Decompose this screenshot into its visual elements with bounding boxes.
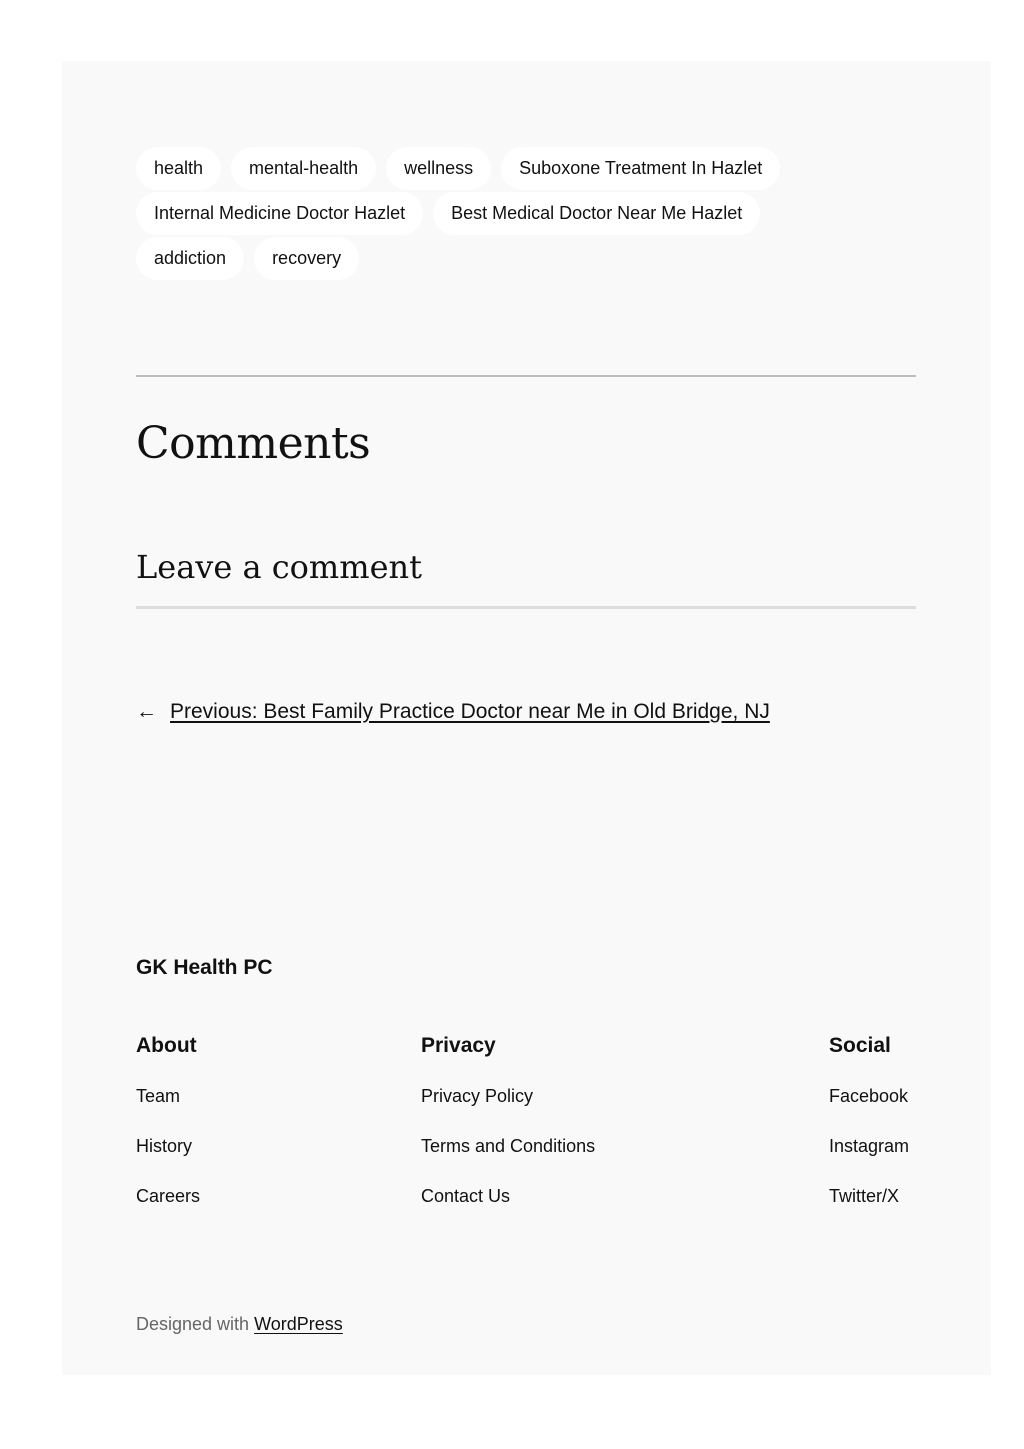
footer-link-instagram[interactable]: Instagram bbox=[829, 1136, 910, 1156]
leave-comment-heading: Leave a comment bbox=[136, 548, 422, 586]
footer-link-facebook[interactable]: Facebook bbox=[829, 1086, 909, 1106]
tag-mental-health[interactable]: mental-health bbox=[231, 147, 376, 190]
tag-best-medical-doctor[interactable]: Best Medical Doctor Near Me Hazlet bbox=[433, 192, 760, 235]
tag-wellness[interactable]: wellness bbox=[386, 147, 491, 190]
tag-suboxone-treatment[interactable]: Suboxone Treatment In Hazlet bbox=[501, 147, 780, 190]
tag-health[interactable]: health bbox=[136, 147, 221, 190]
footer-heading-privacy: Privacy bbox=[421, 1034, 496, 1057]
footer-heading-about: About bbox=[136, 1034, 197, 1057]
designed-with-text: Designed with bbox=[136, 1314, 255, 1334]
footer-heading-social: Social bbox=[829, 1034, 891, 1057]
post-tags bbox=[136, 147, 916, 282]
arrow-left-icon: ← bbox=[136, 700, 157, 723]
footer-link-terms[interactable]: Terms and Conditions bbox=[421, 1136, 596, 1156]
footer-column-about bbox=[136, 1034, 200, 1236]
tag-row bbox=[136, 237, 916, 280]
tag-internal-medicine[interactable]: Internal Medicine Doctor Hazlet bbox=[136, 192, 423, 235]
separator bbox=[136, 375, 916, 377]
footer-link-privacy-policy[interactable]: Privacy Policy bbox=[421, 1086, 534, 1106]
previous-post-link[interactable]: Previous: Best Family Practice Doctor near Me in Old Bridge, NJ bbox=[170, 700, 770, 723]
comments-heading: Comments bbox=[136, 418, 371, 469]
post-navigation bbox=[136, 700, 770, 724]
footer-column-social bbox=[829, 1034, 909, 1236]
footer-link-careers[interactable]: Careers bbox=[136, 1186, 201, 1206]
footer-link-history[interactable]: History bbox=[136, 1136, 193, 1156]
designed-with-credit bbox=[136, 1314, 343, 1335]
footer-link-team[interactable]: Team bbox=[136, 1086, 181, 1106]
tag-row bbox=[136, 192, 916, 235]
footer-site-title[interactable]: GK Health PC bbox=[136, 956, 273, 979]
footer-link-contact[interactable]: Contact Us bbox=[421, 1186, 511, 1206]
comment-separator bbox=[136, 606, 916, 609]
footer-column-privacy bbox=[421, 1034, 595, 1236]
tag-recovery[interactable]: recovery bbox=[254, 237, 359, 280]
wordpress-link[interactable]: WordPress bbox=[254, 1314, 343, 1334]
footer-link-twitter[interactable]: Twitter/X bbox=[829, 1186, 900, 1206]
tag-row bbox=[136, 147, 916, 190]
tag-addiction[interactable]: addiction bbox=[136, 237, 244, 280]
